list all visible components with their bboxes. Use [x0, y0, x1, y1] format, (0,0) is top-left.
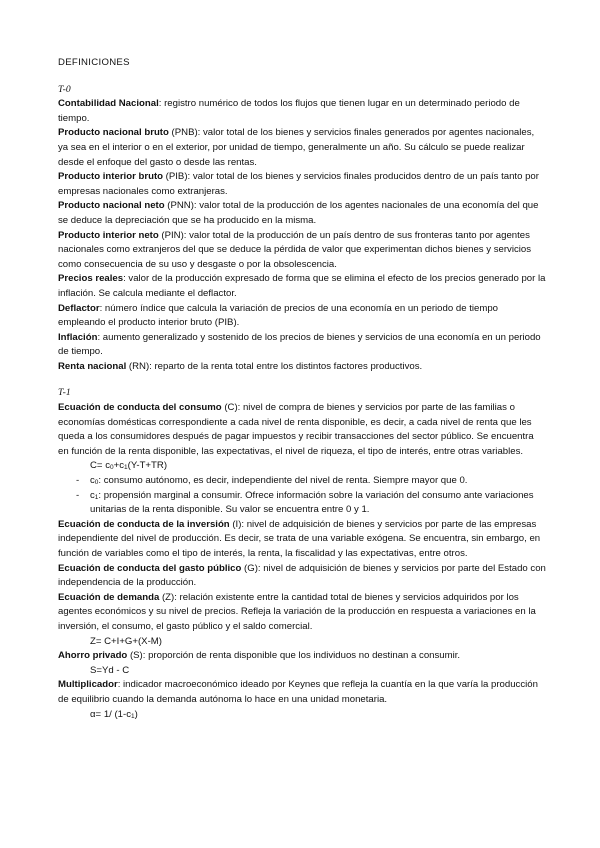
definition-inflacion — [58, 331, 546, 360]
definition-text: (RN): reparto de la renta total entre los distintos factores productivos. — [126, 360, 423, 372]
definition-text: (PIB): valor total de los bienes y servicios finales producidos dentro de un país tanto por empresas nacionales como extranjeras. — [58, 171, 539, 197]
definition-term: Ahorro privado — [58, 650, 128, 662]
definition-deflactor — [58, 302, 546, 331]
definition-term: Ecuación de demanda — [58, 591, 160, 603]
section-t0-entries — [58, 97, 546, 374]
definition-contabilidad-nacional — [58, 97, 546, 126]
definition-pib — [58, 170, 546, 199]
definition-text: : número índice que calcula la variación de precios de una economía en un periodo de tiempo empleando el producto interior bruto (PIB). — [58, 302, 498, 329]
definition-term: Ecuación de conducta del consumo — [58, 402, 222, 414]
definition-text: (I): nivel de adquisición de bienes y servicios por parte de las empresas independiente del nivel de producción. Es decir, se trata de una variable exógena. Se encuentra, sin embargo, en función de variables como el tipo de interés, la renta, la fiscalidad y las expectativas, entre otros. — [58, 518, 541, 559]
definition-term: Inflación — [58, 331, 98, 343]
definition-text: : aumento generalizado y sostenido de los precios de bienes y servicios de una economía en un periodo de tiempo. — [58, 331, 541, 358]
definition-gasto-publico — [58, 562, 546, 591]
definition-term: Deflactor — [58, 302, 100, 314]
definition-term: Producto interior bruto — [58, 171, 163, 183]
definition-term: Precios reales — [58, 273, 124, 285]
definition-inversion — [58, 518, 546, 562]
definition-term: Producto nacional neto — [58, 200, 165, 212]
definition-pnb — [58, 126, 546, 170]
bullet-propension-marginal: - $c_1$: propensión marginal a consumir. Ofrece información sobre la variación del consumo ante variaciones unitarias de la renta disponible. Su valor se encuentra entre 0 y 1. — [58, 489, 546, 518]
section-spacer — [58, 374, 546, 386]
definition-term: Ecuación de conducta del gasto público — [58, 562, 242, 574]
definition-term: Renta nacional — [58, 360, 127, 372]
formula-consumo: $C= c_0+c_1(Y-T+TR)$ — [90, 460, 168, 472]
definition-term: Contabilidad Nacional — [58, 98, 159, 110]
definition-term: Producto interior neto — [58, 229, 159, 241]
definition-text: (C): nivel de compra de bienes y servicios por parte de las familias o economías domésticas correspondiente a cada nivel de renta disponible, es decir, a cada nivel de renta que les queda a los consumidores después de pagar impuestos y recibir transacciones del sector público. Se encuentra en función de la renta disponible, las expectativas, el nivel de riqueza, el tipo de interés, entre otras variables. — [58, 402, 534, 457]
definition-multiplicador — [58, 678, 546, 707]
definition-text: (S): proporción de renta disponible que los individuos no destinan a consumir. — [127, 650, 461, 662]
page-title: DEFINICIONES — [58, 57, 130, 68]
bullet-dash: - — [76, 489, 80, 501]
definition-consumo — [58, 401, 546, 459]
definition-text: : indicador macroeconómico ideado por Keynes que refleja la cuantía en la que varía la producción de equilibrio cuando la demanda autónoma lo hace en una unidad monetaria. — [58, 679, 538, 705]
definition-term: Ecuación de conducta de la inversión — [58, 518, 230, 530]
definition-term: Multiplicador — [58, 679, 118, 691]
section-label-t1: T-1 — [58, 387, 71, 399]
formula-multiplicador: α= 1/ $(1-c_1)$ — [90, 708, 138, 720]
definition-precios-reales — [58, 272, 546, 301]
section-label-t0: T-0 — [58, 83, 71, 95]
definition-term: Producto nacional bruto — [58, 127, 169, 139]
definition-text: : valor de la producción expresado de forma que se elimina el efecto de los precios generado por la inflación. Se calcula mediante el deflactor. — [58, 273, 546, 299]
definition-demanda — [58, 591, 546, 635]
definition-renta-nacional — [58, 360, 546, 375]
definition-text: (Z): relación existente entre la cantidad total de bienes y servicios adquiridos por los agentes económicos y su nivel de precios. Refleja la variación de la producción en respuesta a variaciones en la inversión, el consumo, el gasto público y el saldo comercial. — [58, 591, 536, 632]
definition-text: (PIN): valor total de la producción de un país dentro de sus fronteras tanto por agentes nacionales como extranjeros del que se deduce la pérdida de valor que experimentan dichos bienes y servicios como consecuencia de su uso y desgaste o por la obsolescencia. — [58, 229, 532, 270]
document-page — [58, 56, 546, 722]
definition-text: (G): nivel de adquisición de bienes y servicios por parte del Estado con independencia de la producción. — [58, 562, 546, 589]
definition-pnn — [58, 199, 546, 228]
definition-text: : registro numérico de todos los flujos que tienen lugar en un determinado periodo de tiempo. — [58, 98, 520, 124]
section-t1-entries — [58, 401, 546, 722]
bullet-dash: - — [76, 475, 80, 487]
definition-text: (PNB): valor total de los bienes y servicios finales generados por agentes nacionales, ya sea en el interior o en el exterior, por unidad de tiempo, generalmente un año. Su cálculo se puede realizar desde el enfoque del gasto o desde las rentas. — [58, 127, 535, 168]
formula-ahorro: S=Yd - C — [90, 664, 130, 676]
formula-demanda: Z= C+I+G+(X-M) — [90, 635, 162, 647]
definition-text: (PNN): valor total de la producción de los agentes nacionales de una economía del que se deduce la depreciación que se ha producido en la misma. — [58, 200, 539, 226]
definition-ahorro-privado — [58, 649, 546, 664]
definition-pin — [58, 229, 546, 273]
bullet-consumo-autonomo: - $c_0$: consumo autónomo, es decir, independiente del nivel de renta. Siempre mayor que 0. — [58, 474, 546, 489]
